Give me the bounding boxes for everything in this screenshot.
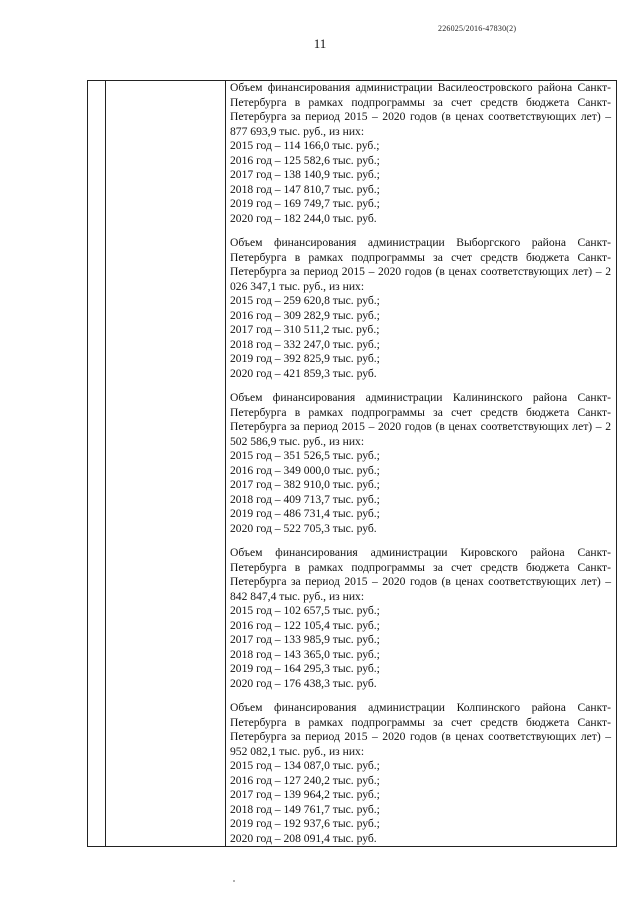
- year-line: 2019 год – 192 937,6 тыс. руб.;: [230, 817, 380, 830]
- funding-block-kirovsky: [226, 546, 616, 691]
- year-line: 2020 год – 208 091,4 тыс. руб.: [230, 831, 377, 845]
- year-line: 2017 год – 310 511,2 тыс. руб.;: [230, 323, 380, 336]
- year-line: 2015 год – 114 166,0 тыс. руб.;: [230, 139, 380, 152]
- funding-block-kalininsky: [226, 391, 616, 536]
- year-line: 2017 год – 138 140,9 тыс. руб.;: [230, 168, 380, 181]
- year-line: 2015 год – 351 526,5 тыс. руб.;: [230, 449, 380, 462]
- year-line: 2018 год – 332 247,0 тыс. руб.;: [230, 337, 380, 351]
- year-line: 2018 год – 143 365,0 тыс. руб.;: [230, 647, 380, 661]
- year-line: 2018 год – 147 810,7 тыс. руб.;: [230, 182, 380, 196]
- year-line: 2017 год – 133 985,9 тыс. руб.;: [230, 633, 380, 646]
- year-line: 2016 год – 309 282,9 тыс. руб.;: [230, 308, 380, 322]
- year-line: 2015 год – 134 087,0 тыс. руб.;: [230, 759, 380, 772]
- document-id: 226025/2016-47830(2): [438, 24, 517, 33]
- funding-block-kolpinsky: [226, 701, 616, 846]
- page-number: 11: [313, 36, 327, 51]
- year-line: 2017 год – 382 910,0 тыс. руб.;: [230, 478, 380, 491]
- year-line: 2019 год – 486 731,4 тыс. руб.;: [230, 507, 380, 520]
- funding-paragraph: Объем финансирования администрации Василеостровского района Санкт-Петербурга в рамках подпрограммы за счет средств бюджета Санкт-Петербурга за период 2015 – 2020 годов (в ценах соответствующих лет) – 877 693,9 тыс. руб., из них:: [230, 81, 611, 138]
- year-line: 2016 год – 127 240,2 тыс. руб.;: [230, 773, 380, 787]
- funding-block-vyborgsky: [226, 236, 616, 381]
- table-cell-empty-2: [106, 81, 226, 847]
- year-line: 2018 год – 149 761,7 тыс. руб.;: [230, 802, 380, 816]
- year-line: 2018 год – 409 713,7 тыс. руб.;: [230, 492, 380, 506]
- funding-paragraph: Объем финансирования администрации Колпинского района Санкт-Петербурга в рамках подпрограммы за счет средств бюджета Санкт-Петербурга за период 2015 – 2020 годов (в ценах соответствующих лет) – 952 082,1 тыс. руб., из них:: [230, 701, 611, 758]
- funding-paragraph: Объем финансирования администрации Кировского района Санкт-Петербурга в рамках подпрограммы за счет средств бюджета Санкт-Петербурга за период 2015 – 2020 годов (в ценах соответствующих лет) – 842 847,4 тыс. руб., из них:: [230, 546, 611, 603]
- year-line: 2016 год – 122 105,4 тыс. руб.;: [230, 618, 380, 632]
- table-cell-empty-1: [88, 81, 106, 847]
- year-line: 2020 год – 421 859,3 тыс. руб.: [230, 366, 377, 380]
- year-line: 2015 год – 102 657,5 тыс. руб.;: [230, 604, 380, 617]
- funding-paragraph: Объем финансирования администрации Калининского района Санкт-Петербурга в рамках подпрограммы за счет средств бюджета Санкт-Петербурга за период 2015 – 2020 годов (в ценах соответствующих лет) – 2 502 586,9 тыс. руб., из них:: [230, 391, 611, 448]
- year-line: 2020 год – 182 244,0 тыс. руб.: [230, 211, 377, 225]
- year-line: 2019 год – 392 825,9 тыс. руб.;: [230, 352, 380, 365]
- year-line: 2019 год – 164 295,3 тыс. руб.;: [230, 662, 380, 675]
- year-line: 2019 год – 169 749,7 тыс. руб.;: [230, 197, 380, 210]
- table-row: [88, 81, 617, 847]
- year-line: 2020 год – 522 705,3 тыс. руб.: [230, 521, 377, 535]
- year-line: 2020 год – 176 438,3 тыс. руб.: [230, 676, 377, 690]
- year-line: 2016 год – 349 000,0 тыс. руб.;: [230, 463, 380, 477]
- year-line: 2016 год – 125 582,6 тыс. руб.;: [230, 153, 380, 167]
- funding-table: [87, 80, 617, 847]
- scan-speck: [233, 880, 235, 882]
- year-line: 2017 год – 139 964,2 тыс. руб.;: [230, 788, 380, 801]
- year-line: 2015 год – 259 620,8 тыс. руб.;: [230, 294, 380, 307]
- funding-block-vasileostrovsky: [226, 81, 616, 226]
- funding-paragraph: Объем финансирования администрации Выборгского района Санкт-Петербурга в рамках подпрограммы за счет средств бюджета Санкт-Петербурга за период 2015 – 2020 годов (в ценах соответствующих лет) – 2 026 347,1 тыс. руб., из них:: [230, 236, 611, 293]
- table-cell-content: [226, 81, 617, 847]
